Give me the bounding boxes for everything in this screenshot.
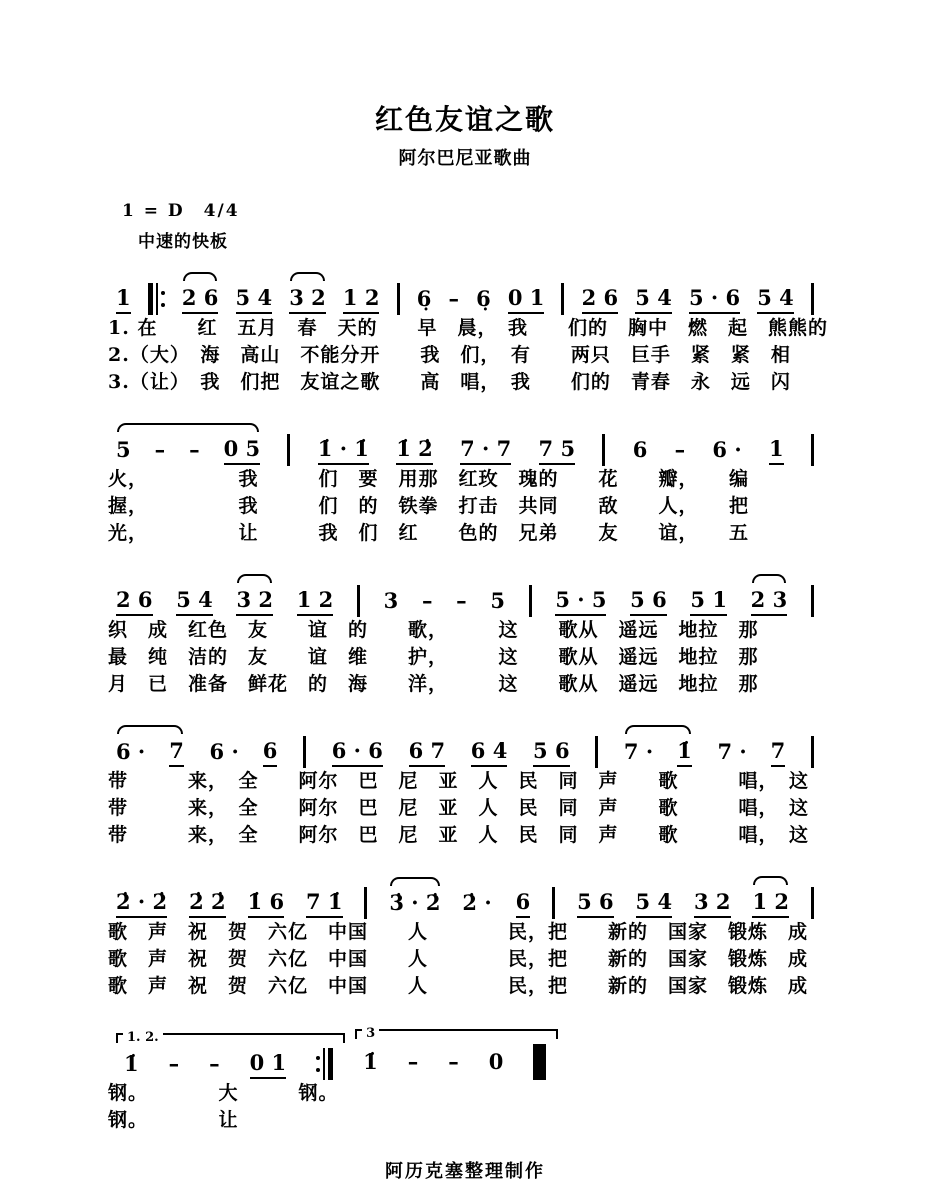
slur-arc bbox=[752, 574, 787, 583]
barline bbox=[364, 887, 367, 919]
endings-row bbox=[116, 1023, 814, 1080]
repeat-dot bbox=[161, 303, 165, 307]
jianpu-note: 5 · 5 bbox=[555, 587, 606, 616]
jianpu-note: 6 · bbox=[209, 739, 239, 764]
jianpu-note: 6 4 bbox=[471, 738, 508, 767]
jianpu-note: 3 bbox=[383, 588, 399, 613]
jianpu-note: 1̇ 6 bbox=[248, 889, 285, 918]
jianpu-note: 2 6 bbox=[116, 587, 153, 616]
final-barline bbox=[533, 1044, 546, 1080]
jianpu-note: 3 2 bbox=[694, 889, 731, 918]
lyrics-row: 2.（大） 海 高山 不能分开 我 们， 有 两只 巨手 紧 紧 相 bbox=[108, 344, 791, 366]
slur-arc bbox=[237, 574, 272, 583]
barline bbox=[552, 887, 555, 919]
barline bbox=[811, 585, 814, 617]
notes-row bbox=[116, 268, 814, 315]
barline bbox=[602, 434, 605, 466]
jianpu-note: 0 bbox=[488, 1049, 504, 1074]
barline bbox=[811, 283, 814, 315]
slur-arc bbox=[390, 877, 439, 886]
repeat-dot bbox=[316, 1068, 320, 1072]
lyrics-row: 歌 声 祝 贺 六亿 中国 人 民，把 新的 国家 锻炼 成 bbox=[108, 948, 809, 970]
barline-thick bbox=[328, 1048, 333, 1080]
jianpu-note: 7 bbox=[771, 738, 786, 767]
notes-row bbox=[116, 872, 814, 919]
jianpu-note: 1 bbox=[116, 285, 131, 314]
volta-ending bbox=[355, 1027, 558, 1080]
score-header bbox=[0, 0, 930, 170]
jianpu-note: 7 5 bbox=[539, 436, 576, 465]
barline bbox=[811, 887, 814, 919]
jianpu-note: 1̇ · 1̇ bbox=[318, 436, 369, 465]
music-system-6 bbox=[108, 1023, 814, 1134]
jianpu-note: 5 4 bbox=[757, 285, 794, 314]
jianpu-note: 5 · 6 bbox=[689, 285, 740, 314]
duration-dash: – bbox=[674, 437, 686, 462]
jianpu-note: 5 6 bbox=[630, 587, 667, 616]
jianpu-note: 1̇ bbox=[124, 1051, 139, 1076]
key-signature: 1 = D bbox=[122, 201, 185, 221]
jianpu-note: 5 6 bbox=[533, 738, 570, 767]
lyrics-row: 歌 声 祝 贺 六亿 中国 人 民，把 新的 国家 锻炼 成 bbox=[108, 921, 809, 943]
slur-arc bbox=[183, 272, 218, 281]
volta-label: 3 bbox=[362, 1027, 379, 1041]
slur-arc bbox=[117, 423, 259, 432]
duration-dash: – bbox=[209, 1051, 220, 1076]
duration-dash: – bbox=[421, 588, 433, 613]
score-body bbox=[108, 268, 828, 1134]
jianpu-note: 6 bbox=[632, 437, 648, 462]
duration-dash: – bbox=[448, 286, 459, 311]
jianpu-note: 5 4 bbox=[176, 587, 213, 616]
lyrics-row: 织 成 红色 友 谊 的 歌， 这 歌从 遥远 地拉 那 bbox=[108, 619, 759, 641]
duration-dash: – bbox=[448, 1049, 459, 1074]
note-group bbox=[462, 889, 530, 918]
repeat-dots bbox=[316, 1056, 320, 1072]
note-group bbox=[116, 436, 260, 465]
barline bbox=[287, 434, 290, 466]
jianpu-note: 1 2 bbox=[297, 587, 334, 616]
key-time-signature bbox=[122, 196, 930, 221]
jianpu-note: 1 bbox=[769, 436, 784, 465]
slur-arc bbox=[753, 876, 788, 885]
jianpu-note: 2̇ · bbox=[462, 890, 492, 915]
jianpu-note: 6 bbox=[263, 738, 278, 767]
lyrics-row: 歌 声 祝 贺 六亿 中国 人 民，把 新的 国家 锻炼 成 bbox=[108, 975, 809, 997]
music-system-3 bbox=[108, 570, 814, 698]
lyrics-row: 钢。 让 bbox=[108, 1109, 239, 1131]
jianpu-note: 7 · 7 bbox=[460, 436, 511, 465]
jianpu-note: 7 · bbox=[717, 739, 747, 764]
jianpu-note: 7 1̇ bbox=[306, 889, 343, 918]
duration-dash: – bbox=[154, 437, 166, 462]
barline-thick bbox=[148, 283, 153, 315]
lyrics-row: 光， 让 我 们 红 色的 兄弟 友 谊， 五 bbox=[108, 522, 750, 544]
barline bbox=[357, 585, 360, 617]
notes-row bbox=[116, 570, 814, 617]
jianpu-note: 6 7 bbox=[409, 738, 446, 767]
jianpu-note: 6 · 6 bbox=[332, 738, 383, 767]
lyrics-row: 握， 我 们 的 铁拳 打击 共同 敌 人， 把 bbox=[108, 495, 750, 517]
song-title: 红色友谊之歌 bbox=[374, 103, 555, 136]
jianpu-note: 7 bbox=[169, 738, 184, 767]
jianpu-note: 2 3 bbox=[751, 587, 788, 616]
jianpu-note: 1̇ 2̇ bbox=[396, 436, 433, 465]
barline-thin bbox=[156, 283, 158, 315]
repeat-dot bbox=[316, 1056, 320, 1060]
jianpu-note: 1̇ bbox=[677, 738, 692, 767]
volta-label: 1. 2. bbox=[123, 1031, 163, 1045]
duration-dash: – bbox=[407, 1049, 419, 1074]
barline bbox=[595, 736, 598, 768]
jianpu-note: 2̇ · 2̇ bbox=[116, 889, 167, 918]
ending-notes bbox=[124, 1045, 333, 1080]
slur-arc bbox=[290, 272, 325, 281]
jianpu-note: 5 6 bbox=[577, 889, 614, 918]
jianpu-note: 5 4 bbox=[636, 889, 673, 918]
barline bbox=[561, 283, 564, 315]
volta-bracket bbox=[355, 1029, 558, 1039]
jianpu-note: 3 2 bbox=[236, 587, 273, 616]
tempo-marking: 中速的快板 bbox=[138, 232, 228, 252]
barline-thin bbox=[323, 1048, 325, 1080]
notes-row bbox=[116, 419, 814, 466]
jianpu-note: 5 bbox=[490, 588, 505, 613]
jianpu-note: 6 · bbox=[116, 739, 146, 764]
note-group bbox=[210, 738, 278, 767]
jianpu-note: 2̇ 2̇ bbox=[189, 889, 226, 918]
score-meta bbox=[122, 196, 930, 252]
note-group bbox=[116, 738, 184, 767]
jianpu-note: 2 6 bbox=[582, 285, 619, 314]
lyrics-row: 钢。 大 钢。 bbox=[108, 1082, 339, 1104]
duration-dash: – bbox=[456, 588, 467, 613]
time-signature: 4/4 bbox=[203, 201, 240, 221]
lyrics-row: 月 已 准备 鲜花 的 海 洋， 这 歌从 遥远 地拉 那 bbox=[108, 673, 759, 695]
footer-credit: 阿历克塞整理制作 bbox=[385, 1161, 545, 1182]
jianpu-note: 6 · bbox=[712, 437, 742, 462]
jianpu-note: 6 bbox=[516, 889, 531, 918]
music-system-4 bbox=[108, 721, 814, 849]
jianpu-note: 0 1 bbox=[250, 1050, 287, 1079]
repeat-end-barline bbox=[316, 1048, 333, 1080]
jianpu-note: 5 4 bbox=[236, 285, 273, 314]
duration-dash: – bbox=[189, 437, 200, 462]
repeat-begin-barline bbox=[148, 283, 165, 315]
song-origin: 阿尔巴尼亚歌曲 bbox=[398, 148, 532, 169]
repeat-dots bbox=[161, 291, 165, 307]
duration-dash: – bbox=[168, 1051, 180, 1076]
barline bbox=[529, 585, 532, 617]
note-group bbox=[624, 738, 692, 767]
ending-notes bbox=[363, 1041, 546, 1080]
jianpu-note: 5 4 bbox=[635, 285, 672, 314]
lyrics-row: 带 来， 全 阿尔 巴 尼 亚 人 民 同 声 歌 唱， 这 bbox=[108, 770, 810, 792]
volta-ending bbox=[116, 1031, 345, 1080]
lyrics-row: 带 来， 全 阿尔 巴 尼 亚 人 民 同 声 歌 唱， 这 bbox=[108, 797, 810, 819]
lyrics-row: 带 来， 全 阿尔 巴 尼 亚 人 民 同 声 歌 唱， 这 bbox=[108, 824, 810, 846]
jianpu-note: 6̣ bbox=[416, 286, 432, 311]
slur-arc bbox=[625, 725, 691, 734]
note-group bbox=[717, 738, 785, 767]
music-system-5 bbox=[108, 872, 814, 1000]
jianpu-note: 6̣ bbox=[476, 286, 491, 311]
barline bbox=[397, 283, 400, 315]
jianpu-note: 2 6 bbox=[182, 285, 219, 314]
barline bbox=[811, 736, 814, 768]
lyrics-row: 最 纯 洁的 友 谊 维 护， 这 歌从 遥远 地拉 那 bbox=[108, 646, 759, 668]
notes-row bbox=[116, 721, 814, 768]
jianpu-note: 0 1 bbox=[508, 285, 545, 314]
repeat-dot bbox=[161, 291, 165, 295]
jianpu-note: 1̇ bbox=[363, 1049, 378, 1074]
jianpu-note: 0 5 bbox=[224, 436, 261, 465]
lyrics-row: 火， 我 们 要 用那 红玫 瑰的 花 瓣， 编 bbox=[108, 468, 750, 490]
jianpu-note: 5 bbox=[116, 437, 131, 462]
jianpu-note: 5 1 bbox=[690, 587, 727, 616]
jianpu-note: 1 2 bbox=[752, 889, 789, 918]
music-system-1 bbox=[108, 268, 828, 396]
slur-arc bbox=[117, 725, 183, 734]
jianpu-note: 7 · bbox=[623, 739, 654, 764]
lyrics-row: 3.（让） 我 们把 友谊之歌 高 唱， 我 们的 青春 永 远 闪 bbox=[108, 371, 791, 393]
barline bbox=[303, 736, 306, 768]
lyrics-row: 1. 在 红 五月 春 天的 早 晨， 我 们的 胸中 燃 起 熊熊的 bbox=[108, 317, 828, 339]
jianpu-note: 3 2 bbox=[289, 285, 326, 314]
music-system-2 bbox=[108, 419, 814, 547]
barline bbox=[811, 434, 814, 466]
jianpu-note: 3̇ · 2̇ bbox=[389, 890, 440, 916]
jianpu-note: 1 2 bbox=[343, 285, 380, 314]
